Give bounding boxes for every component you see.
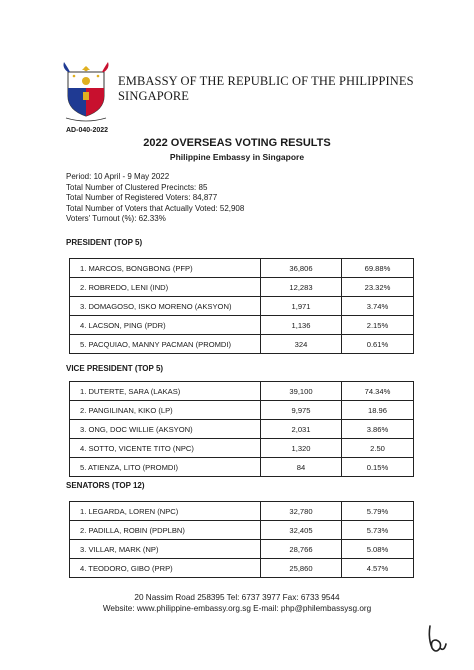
candidate-votes: 36,806 [261,259,342,278]
footer-address: 20 Nassim Road 258395 Tel: 6737 3977 Fax: 6733 9544 [134,593,340,602]
table-row [70,382,414,401]
candidate-name: 4. SOTTO, VICENTE TITO (NPC) [70,439,261,458]
document-subtitle: Philippine Embassy in Singapore [169,152,305,162]
candidate-percent: 74.34% [342,382,414,401]
table-row [70,297,414,316]
table-row [70,420,414,439]
candidate-percent: 2.15% [342,316,414,335]
candidate-votes: 324 [261,335,342,354]
document-title: 2022 OVERSEAS VOTING RESULTS [143,137,331,149]
candidate-votes: 28,766 [261,540,342,559]
candidate-percent: 3.74% [342,297,414,316]
candidate-name: 4. TEODORO, GIBO (PRP) [70,559,261,578]
candidate-name: 4. LACSON, PING (PDR) [70,316,261,335]
candidate-votes: 1,971 [261,297,342,316]
stat-voted: Total Number of Voters that Actually Voted: 52,908 [66,203,245,213]
table-row [70,540,414,559]
footer-contact: Website: www.philippine-embassy.org.sg E-mail: php@philembassysg.org [102,604,372,613]
footer [0,592,474,614]
president-table [69,258,414,354]
candidate-votes: 12,283 [261,278,342,297]
candidate-percent: 2.50 [342,439,414,458]
candidate-percent: 18.96 [342,401,414,420]
candidate-percent: 5.08% [342,540,414,559]
candidate-name: 1. DUTERTE, SARA (LAKAS) [70,382,261,401]
table-row [70,278,414,297]
candidate-votes: 1,136 [261,316,342,335]
candidate-name: 3. DOMAGOSO, ISKO MORENO (AKSYON) [70,297,261,316]
embassy-name [118,74,414,104]
candidate-votes: 1,320 [261,439,342,458]
candidate-percent: 0.61% [342,335,414,354]
candidate-percent: 23.32% [342,278,414,297]
philippine-seal-icon [60,60,112,124]
vice-president-heading: VICE PRESIDENT (TOP 5) [66,364,164,373]
candidate-percent: 0.15% [342,458,414,477]
table-row [70,335,414,354]
table-row [70,439,414,458]
candidate-votes: 39,100 [261,382,342,401]
candidate-percent: 69.88% [342,259,414,278]
candidate-name: 5. PACQUIAO, MANNY PACMAN (PROMDI) [70,335,261,354]
candidate-votes: 2,031 [261,420,342,439]
table-row [70,259,414,278]
embassy-line-1: EMBASSY OF THE REPUBLIC OF THE PHILIPPINES [118,74,414,88]
senators-heading: SENATORS (TOP 12) [66,481,145,490]
candidate-votes: 32,780 [261,502,342,521]
candidate-percent: 4.57% [342,559,414,578]
candidate-name: 3. VILLAR, MARK (NP) [70,540,261,559]
candidate-name: 5. ATIENZA, LITO (PROMDI) [70,458,261,477]
table-row [70,559,414,578]
president-heading: PRESIDENT (TOP 5) [66,238,143,247]
table-row [70,401,414,420]
candidate-name: 1. LEGARDA, LOREN (NPC) [70,502,261,521]
candidate-name: 1. MARCOS, BONGBONG (PFP) [70,259,261,278]
candidate-votes: 25,860 [261,559,342,578]
table-row [70,316,414,335]
candidate-percent: 5.79% [342,502,414,521]
candidate-votes: 84 [261,458,342,477]
candidate-votes: 9,975 [261,401,342,420]
senators-table [69,501,414,578]
stat-precincts: Total Number of Clustered Precincts: 85 [66,182,208,192]
stat-registered: Total Number of Registered Voters: 84,877 [66,193,218,203]
document-reference: AD-040-2022 [66,127,109,134]
vice-president-table [69,381,414,477]
stat-turnout: Voters' Turnout (%): 62.33% [66,214,166,224]
candidate-percent: 3.86% [342,420,414,439]
stat-period: Period: 10 April - 9 May 2022 [66,172,170,181]
stats-block [66,172,244,225]
table-row [70,458,414,477]
table-row [70,502,414,521]
candidate-name: 2. ROBREDO, LENI (IND) [70,278,261,297]
candidate-percent: 5.73% [342,521,414,540]
candidate-name: 2. PADILLA, ROBIN (PDPLBN) [70,521,261,540]
candidate-name: 2. PANGILINAN, KIKO (LP) [70,401,261,420]
handwritten-initial-icon [424,622,450,656]
table-row [70,521,414,540]
embassy-line-2: SINGAPORE [118,89,190,103]
candidate-name: 3. ONG, DOC WILLIE (AKSYON) [70,420,261,439]
candidate-votes: 32,405 [261,521,342,540]
